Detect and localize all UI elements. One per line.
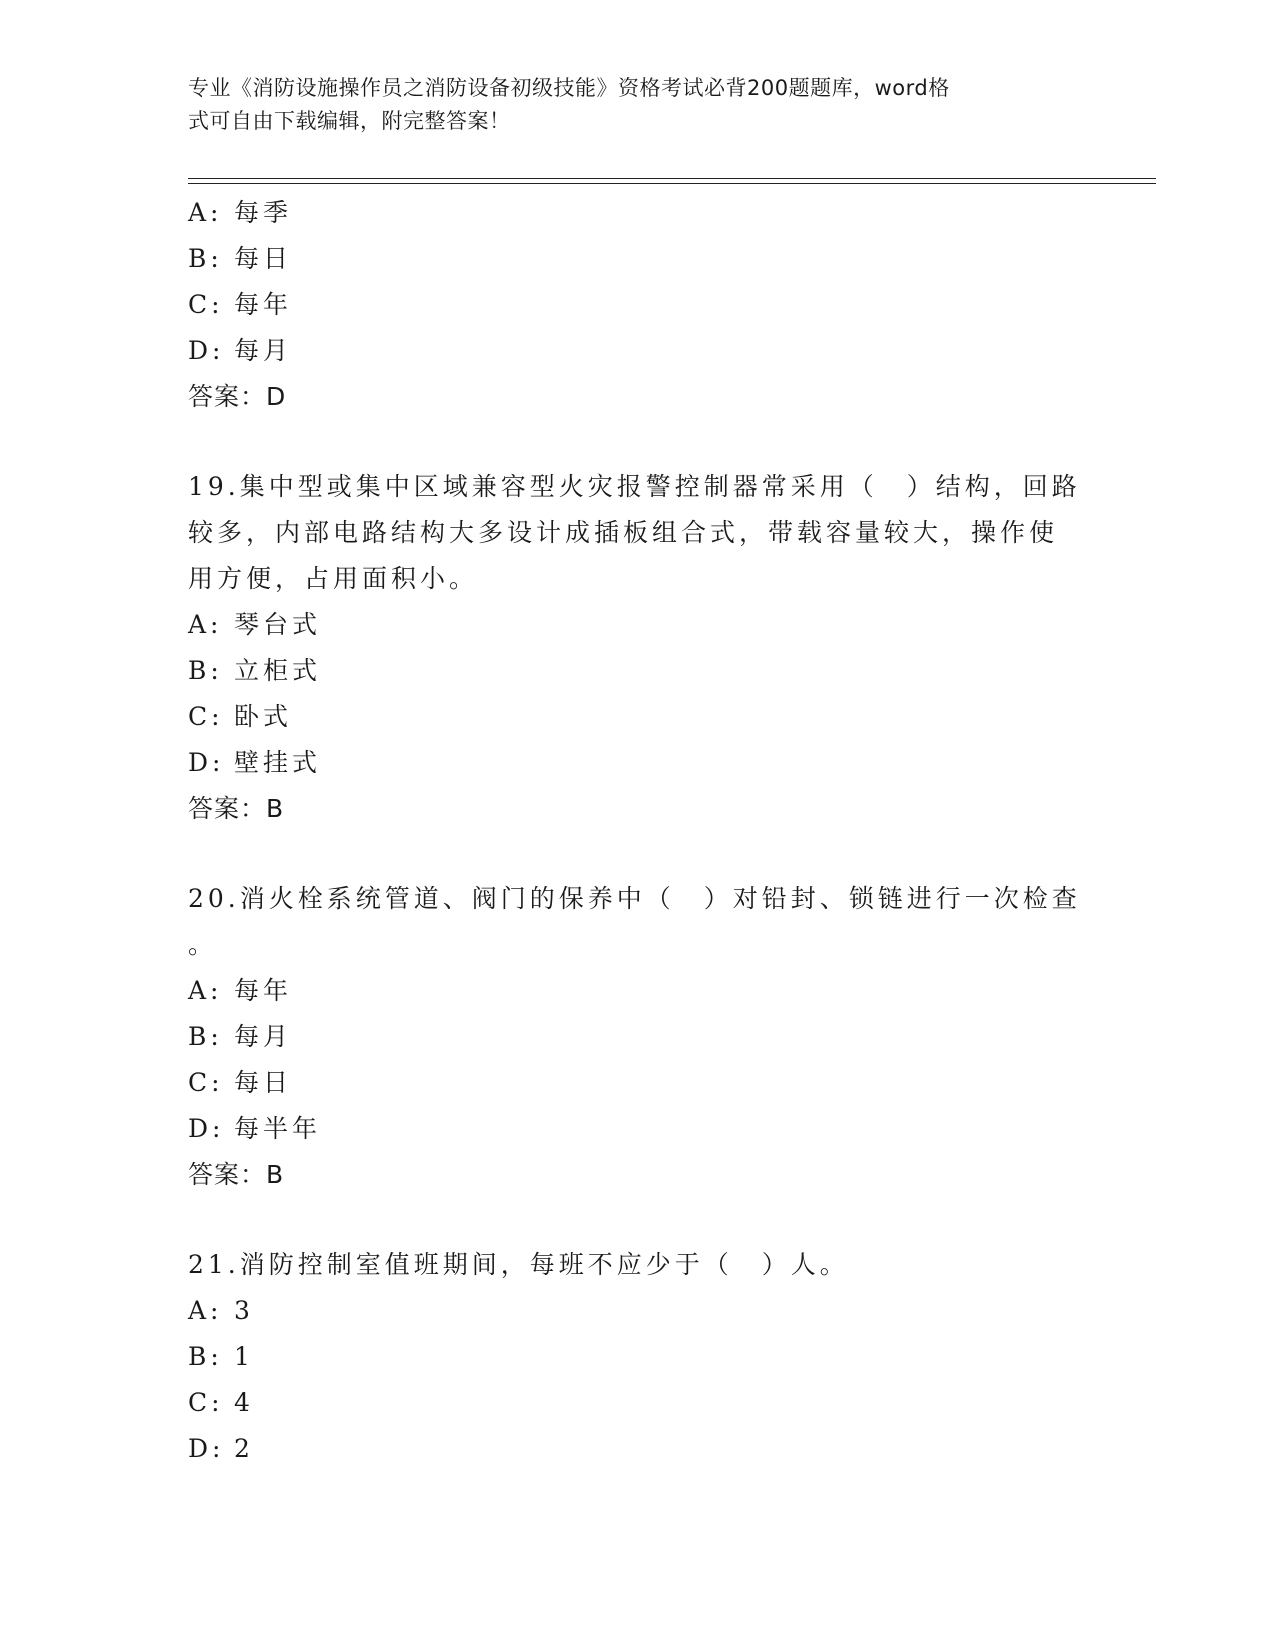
header-divider-bottom [188,183,1156,184]
question-19 [188,464,1088,832]
answer-text: 答案：D [188,382,287,411]
header-line-1: 专业《消防设施操作员之消防设备初级技能》资格考试必背200题题库，word格 [188,76,950,100]
header-divider-top [188,178,1156,179]
option-d: D: 壁挂式 [188,748,322,777]
option-c: C: 4 [188,1388,254,1417]
option-a: A: 琴台式 [188,610,322,639]
question-text-line: 21.消防控制室值班期间，每班不应少于（ ）人。 [188,1250,849,1279]
option-d: D: 2 [188,1434,254,1463]
question-20 [188,876,1088,1198]
question-text-line: 20.消火栓系统管道、阀门的保养中（ ）对铅封、锁链进行一次检查 [188,884,1081,913]
option-a: A: 每年 [188,976,293,1005]
header-line-2: 式可自由下载编辑，附完整答案！ [188,109,511,133]
answer-text: 答案：B [188,794,285,823]
question-text-line: 19.集中型或集中区域兼容型火灾报警控制器常采用（ ）结构，回路 [188,472,1081,501]
question-21 [188,1242,1088,1472]
question-list [188,190,1088,1472]
question-text-line: 较多，内部电路结构大多设计成插板组合式，带载容量较大，操作使 [188,518,1059,547]
option-d: D: 每月 [188,336,293,365]
option-a: A: 3 [188,1296,254,1325]
option-b: B: 1 [188,1342,254,1371]
option-b: B: 每日 [188,244,293,273]
option-b: B: 每月 [188,1022,293,1051]
option-d: D: 每半年 [188,1114,322,1143]
option-c: C: 卧式 [188,702,293,731]
question-text-line: 用方便，占用面积小。 [188,564,479,593]
option-c: C: 每日 [188,1068,293,1097]
option-b: B: 立柜式 [188,656,322,685]
option-a: A: 每季 [188,198,293,227]
question-18 [188,190,1088,420]
document-header [188,72,1068,138]
option-c: C: 每年 [188,290,293,319]
question-text-line: 。 [188,930,218,959]
answer-text: 答案：B [188,1160,285,1189]
